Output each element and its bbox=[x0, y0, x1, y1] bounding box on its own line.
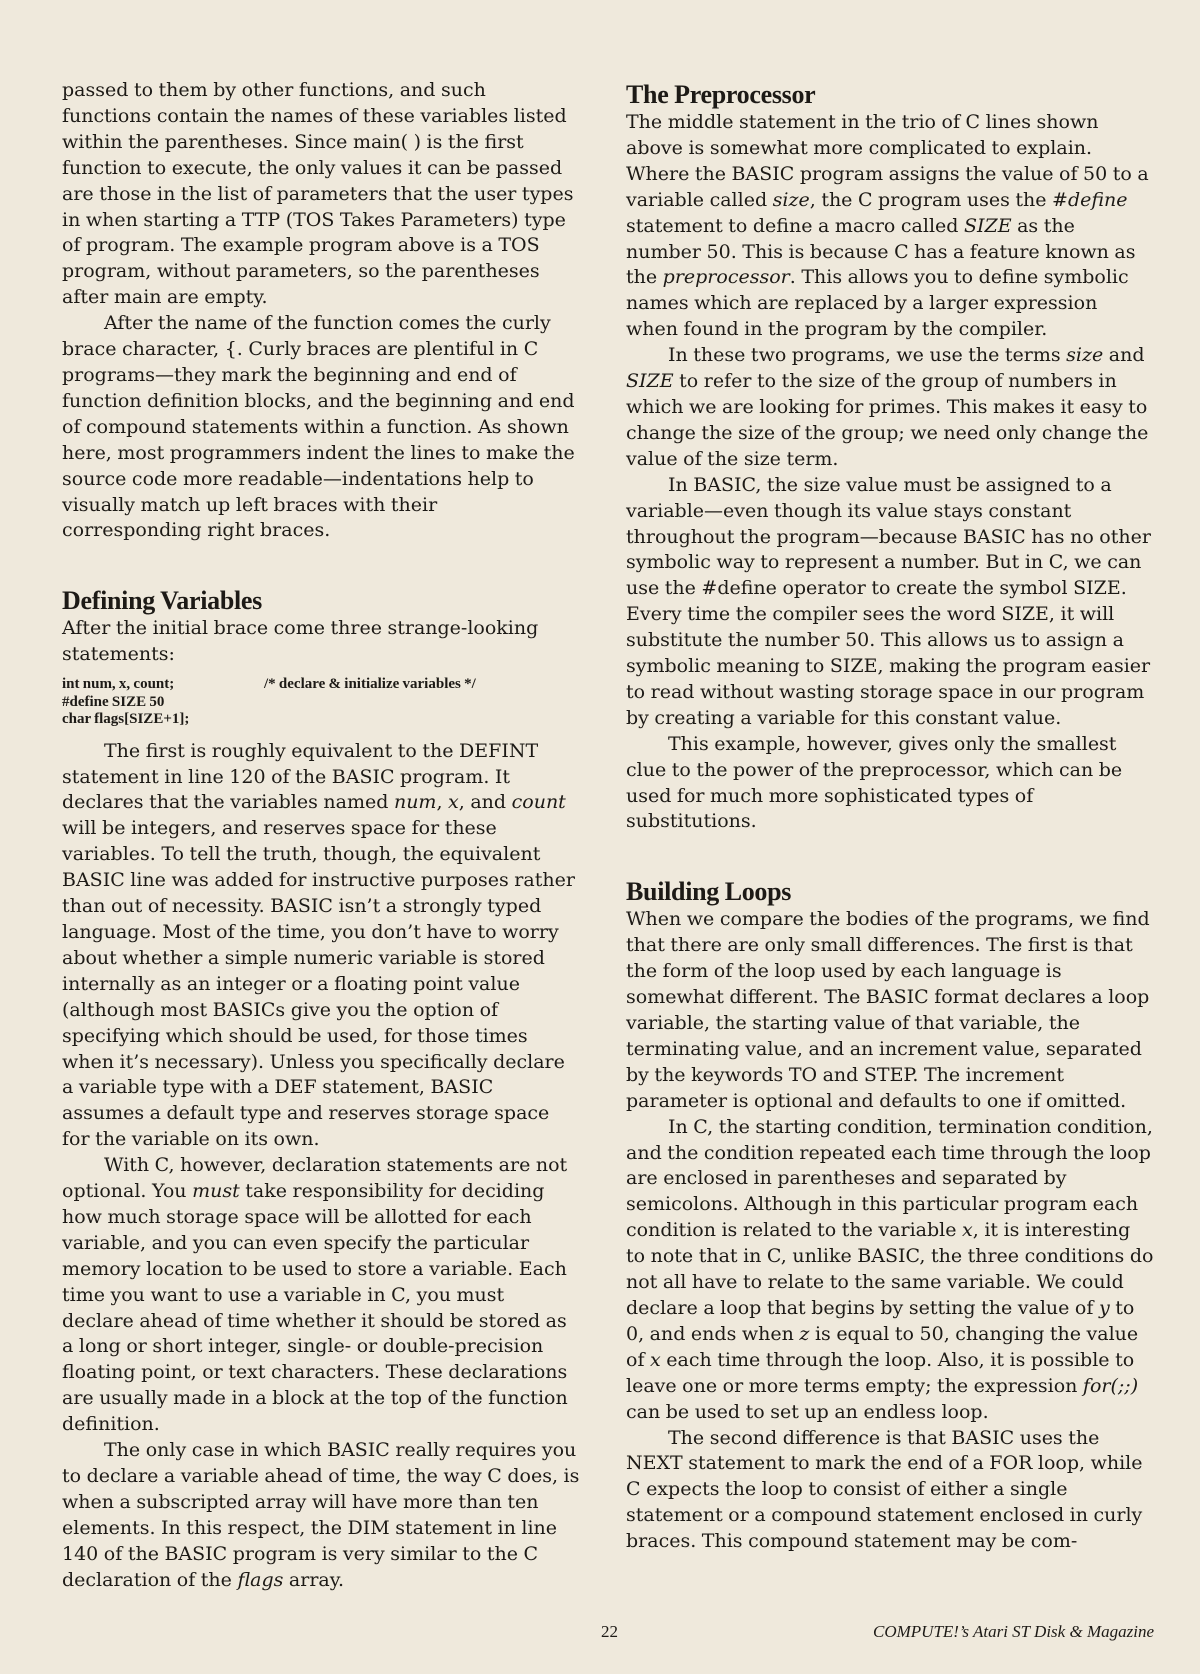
left-column bbox=[62, 78, 580, 1594]
paragraph: The first is roughly equivalent to the DEFINT statement in line 120 of the BASIC program. It declares that the variables named num, x, and count will be integers, and reserves space for these variables. To tell the truth, though, the equivalent BASIC line was added for instructive purposes rather than out of necessity. BASIC isn’t a strongly typed language. Most of the time, you don’t have to worry about whether a simple numeric variable is stored internally as an integer or a floating point value (although most BASICs give you the option of specifying which should be used, for those times when it’s necessary). Unless you specifically declare a variable type with a DEF statement, BASIC assumes a default type and reserves storage space for the variable on its own. bbox=[62, 739, 575, 1151]
code-line: int num, x, count; bbox=[62, 676, 175, 693]
code-block bbox=[62, 676, 580, 729]
paragraph: With C, however, declaration statements are not optional. You must take responsibility for deciding how much storage space will be allotted for each variable, and you can even specify the particular memory location to be used to store a variable. Each time you want to use a variable in C, you must declare ahead of time whether it should be stored as a long or short integer, single- or double-precision floating point, or text characters. These declarations are usually made in a block at the top of the function definition. bbox=[62, 1154, 568, 1436]
paragraph: In BASIC, the size value must be assigned to a variable—even though its value stays constant throughout the program—because BASIC has no other symbolic way to represent a number. But in C, we can use the #define operator to create the symbol SIZE. Every time the compiler sees the word SIZE, it will substitute the number 50. This allows us to assign a symbolic meaning to SIZE, making the program easier to read without wasting storage space in our program by creating a variable for this constant value. bbox=[626, 473, 1151, 729]
section-heading-preprocessor: The Preprocessor bbox=[626, 80, 816, 109]
section-heading-defining-variables: Defining Variables bbox=[62, 586, 262, 616]
paragraph: The second difference is that BASIC uses the NEXT statement to mark the end of a FOR loop, while C expects the loop to consist of either a single statement or a compound statement enclosed in curly braces. This compound statement may be com- bbox=[626, 1426, 1143, 1553]
code-comment: /* declare & initialize variables */ bbox=[264, 676, 476, 693]
paragraph: This example, however, gives only the smallest clue to the power of the preprocessor, which can be used for much more sophisticated types of substitutions. bbox=[626, 732, 1123, 833]
paragraph: After the initial brace come three strange-looking statements: bbox=[62, 617, 539, 666]
paragraph: When we compare the bodies of the programs, we find that there are only small differences. The first is that the form of the loop used by each language is somewhat different. The BASIC format declares a loop variable, the starting value of that variable, the terminating value, and an increment value, separated by the keywords TO and STEP. The increment parameter is optional and defaults to one if omitted. bbox=[626, 908, 1150, 1112]
section-heading-building-loops: Building Loops bbox=[626, 877, 792, 907]
paragraph: After the name of the function comes the curly brace character, {. Curly braces are plentiful in C programs—they mark the beginning and end of function definition blocks, and the beginning and end of compound statements within a function. As shown here, most programmers indent the lines to make the source code more readable—indentations help to visually match up left braces with their corresponding right braces. bbox=[62, 312, 575, 542]
paragraph: The middle statement in the trio of C lines shown above is somewhat more complicated to explain. Where the BASIC program assigns the value of 50 to a variable called size, the C program uses the #define statement to define a macro called SIZE as the number 50. This is because C has a feature known as the preprocessor. This allows you to define symbolic names which are replaced by a larger expression when found in the program by the compiler. bbox=[626, 111, 1149, 341]
paragraph: The only case in which BASIC really requires you to declare a variable ahead of time, the way C does, is when a subscripted array will have more than ten elements. In this respect, the DIM statement in line 140 of the BASIC program is very similar to the C declaration of the flags array. bbox=[62, 1439, 580, 1591]
right-column bbox=[626, 80, 1154, 1555]
code-line: #define SIZE 50 bbox=[62, 693, 165, 710]
paragraph: passed to them by other functions, and such functions contain the names of these variables listed within the parentheses. Since main( ) is the first function to execute, the only values it can be passed are those in the list of parameters that the user types in when starting a TTP (TOS Takes Parameters) type of program. The example program above is a TOS program, without parameters, so the parentheses after main are empty. bbox=[62, 79, 574, 309]
paragraph: In these two programs, we use the terms size and SIZE to refer to the size of the group of numbers in which we are looking for primes. This makes it easy to change the size of the group; we need only change the value of the size term. bbox=[626, 344, 1149, 470]
page-number: 22 bbox=[601, 1622, 618, 1641]
code-line: char flags[SIZE+1]; bbox=[62, 711, 190, 728]
paragraph: In C, the starting condition, termination condition, and the condition repeated each time through the loop are enclosed in parentheses and separated by semicolons. Although in this particular program each condition is related to the variable x, it is interesting to note that in C, unlike BASIC, the three conditions do not all have to relate to the same variable. We could declare a loop that begins by setting the value of y to 0, and ends when z is equal to 50, changing the value of x each time through the loop. Also, it is possible to leave one or more terms empty; the expression for(;;) can be used to set up an endless loop. bbox=[626, 1115, 1154, 1423]
magazine-title: COMPUTE!’s Atari ST Disk & Magazine bbox=[873, 1622, 1154, 1641]
page-footer bbox=[0, 1622, 1200, 1646]
